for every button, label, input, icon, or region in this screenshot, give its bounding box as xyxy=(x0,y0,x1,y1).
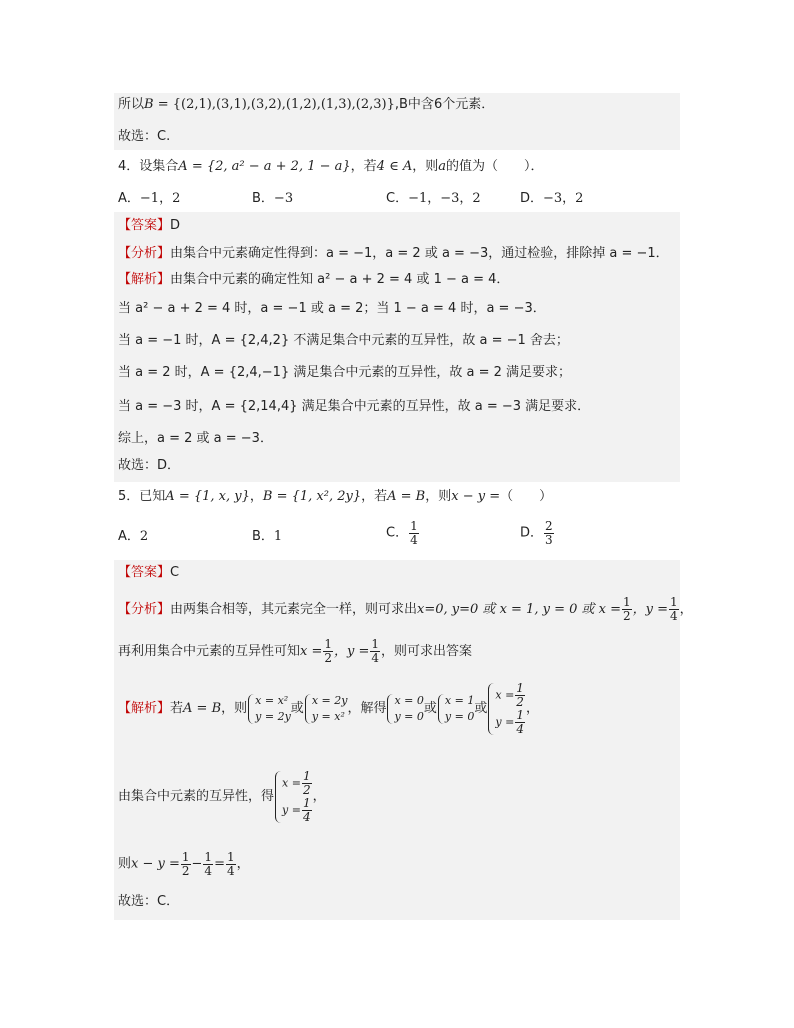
solution-tag: 【解析】 xyxy=(118,701,171,716)
equation-system-3: x = 0 y = 0 xyxy=(386,693,423,725)
q5-choice: 故选：C． xyxy=(118,894,180,909)
answer-tag: 【答案】 xyxy=(118,565,171,580)
q4-line-6: 综上，a = 2 或 a = −3． xyxy=(118,431,273,446)
q3-conclusion: 所以B = {(2,1),(3,1),(3,2),(1,2),(1,3),(2,3)},B中含6个元素． xyxy=(118,97,495,112)
q4-stem: 4．设集合A = {2, a² − a + 2, 1 − a}，若4 ∈ A，则a的值为（ ）． xyxy=(118,159,544,174)
q4-line-5: 当 a = −3 时，A = {2,14,4} 满足集合中元素的互异性，故 a = −3 满足要求． xyxy=(118,399,591,414)
q5-stem: 5．已知A = {1, x, y}，B = {1, x², 2y}，若A = B，则x − y =（ ） xyxy=(118,489,553,504)
q3-choice: 故选：C. xyxy=(118,129,171,144)
q4-option-a[interactable]: A．−1，2 xyxy=(118,191,181,206)
q5-analysis: 【分析】由两集合相等，其元素完全一样，则可求出x=0, y=0 或 x = 1, y = 0 或 x = $\frac{1}{2}$ ，y = $\frac{1}{4}$ ， xyxy=(118,595,693,623)
q4-choice: 故选：D． xyxy=(118,458,181,473)
q4-answer: 【答案】D xyxy=(118,218,181,233)
q5-option-d[interactable]: D． $\frac{2}{3}$ xyxy=(520,519,553,547)
answer-tag: 【答案】 xyxy=(118,218,171,233)
q4-option-d[interactable]: D．−3，2 xyxy=(520,191,584,206)
q5-option-b[interactable]: B．1 xyxy=(252,529,283,544)
analysis-tag: 【分析】 xyxy=(118,246,171,261)
q5-answer: 【答案】C xyxy=(118,565,180,580)
equation-system-1: x = x² y = 2y xyxy=(247,693,291,725)
q4-line-3: 当 a = −1 时，A = {2,4,2} 不满足集合中元素的互异性，故 a = −1 舍去； xyxy=(118,333,569,348)
equation-system-2: x = 2y y = x² xyxy=(304,693,348,725)
q4-option-b[interactable]: B．−3 xyxy=(252,191,294,206)
q4-analysis: 【分析】由集合中元素确定性得到：a = −1，a = 2 或 a = −3，通过检验，排除掉 a = −1． xyxy=(118,246,669,261)
equation-system-5: x = $\frac{1}{2}$ y = $\frac{1}{4}$ xyxy=(487,682,526,736)
q5-analysis-line-2: 再利用集合中元素的互异性可知x = $\frac{1}{2}$ ，y = $\frac{1}{4}$ ，则可求出答案 xyxy=(118,637,473,665)
analysis-tag: 【分析】 xyxy=(118,602,171,617)
q5-option-c[interactable]: C． $\frac{1}{4}$ xyxy=(386,519,418,547)
equation-system-6: x = $\frac{1}{2}$ y = $\frac{1}{4}$ xyxy=(274,770,313,824)
q3-set-elements: {(2,1),(3,1),(3,2),(1,2),(1,3),(2,3)} xyxy=(172,97,395,112)
q5-solution: 【解析】若A = B，则 x = x² y = 2y 或 x = 2y y = x² ，解得 x = 0 y = 0 或 x = 1 y = 0 或 x = $\frac{1}{2}$ y = $\frac{1}{4}$ ， xyxy=(118,681,539,736)
equation-system-4: x = 1 y = 0 xyxy=(437,693,474,725)
q5-result: 则x − y = $\frac{1}{2}$ − $\frac{1}{4}$ = $\frac{1}{4}$ ， xyxy=(118,850,250,878)
q4-option-c[interactable]: C．−1，−3，2 xyxy=(386,191,481,206)
q5-distinct: 由集合中元素的互异性，得 x = $\frac{1}{2}$ y = $\frac{1}{4}$ ， xyxy=(118,769,326,824)
solution-tag: 【解析】 xyxy=(118,272,171,287)
q5-option-a[interactable]: A．2 xyxy=(118,529,149,544)
q4-solution: 【解析】由集合中元素的确定性知 a² − a + 2 = 4 或 1 − a = 4． xyxy=(118,272,510,287)
q4-line-4: 当 a = 2 时，A = {2,4,−1} 满足集合中元素的互异性，故 a = 2 满足要求； xyxy=(118,365,572,380)
q4-line-2: 当 a² − a + 2 = 4 时，a = −1 或 a = 2；当 1 − a = 4 时，a = −3． xyxy=(118,301,546,316)
